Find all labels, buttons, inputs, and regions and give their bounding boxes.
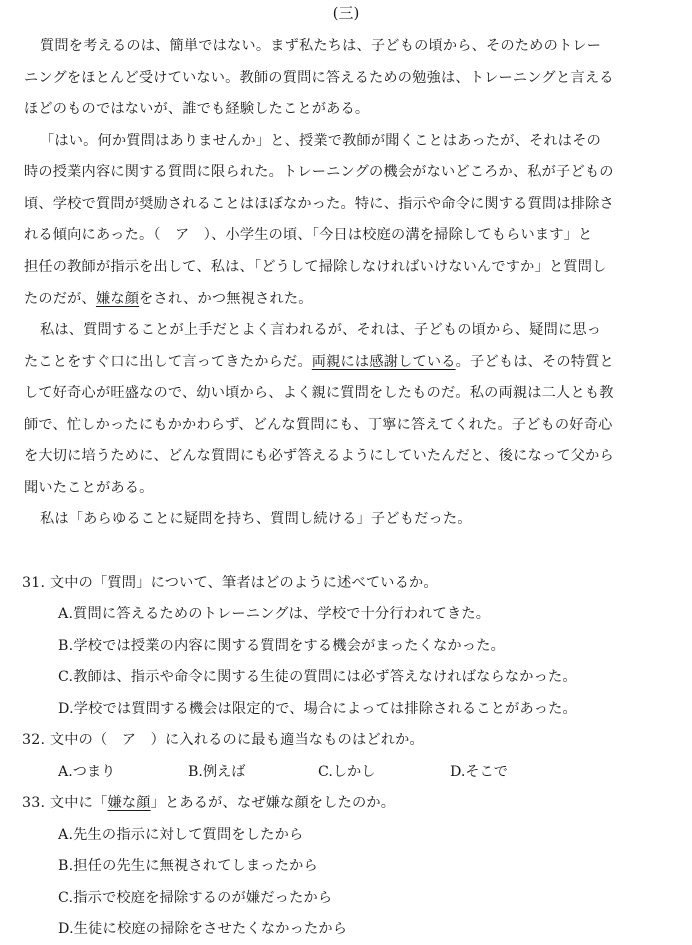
question-32-option-a: A.つまり	[58, 764, 116, 780]
question-33-option-b: B.担任の先生に無視されてしまったから	[58, 858, 318, 874]
passage-line: 聞いたことがある。	[24, 480, 154, 496]
passage-line: 師で、忙しかったにもかかわらず、どんな質問にも、丁寧に答えてくれた。子どもの好奇心	[24, 417, 613, 433]
underlined-phrase-iya-na-kao: 嫌な顔	[95, 291, 140, 307]
passage-line: 私は、質問することが上手だとよく言われるが、それは、子どもの頃から、疑問に思っ	[40, 322, 602, 338]
text-run: 33. 文中に「	[22, 795, 108, 811]
question-32-option-d: D.そこで	[450, 764, 508, 780]
question-33-option-c: C.指示で校庭を掃除するのが嫌だったから	[58, 890, 333, 906]
passage-line: れる傾向にあった。（ ア ）、小学生の頃、「今日は校庭の溝を掃除してもらいます」と	[24, 227, 593, 243]
passage-line: 頃、学校で質問が奨励されることはほぼなかった。特に、指示や命令に関する質問は排除さ	[24, 196, 614, 212]
passage-line: 担任の教師が指示を出して、私は、「どうして掃除しなければいけないんですか」と質問し	[24, 259, 607, 275]
passage-line: 私は「あらゆることに疑問を持ち、質問し続ける」子どもだった。	[40, 511, 472, 527]
passage-line	[24, 289, 313, 309]
question-32-option-c: C.しかし	[318, 764, 376, 780]
section-title: (三)	[332, 4, 360, 22]
passage-line: 時の授業内容に関する質問に限られた。トレーニングの機会がないどころか、私が子どもの	[24, 164, 614, 180]
question-31-option-b: B.学校では授業の内容に関する質問をする機会がまったくなかった。	[58, 638, 505, 654]
passage-line: 質問を考えるのは、簡単ではない。まず私たちは、子どもの頃から、そのためのトレー	[40, 38, 602, 54]
passage-line: ニングをほとんど受けていない。教師の質問に答えるための勉強は、トレーニングと言える	[24, 70, 614, 86]
passage-line: 「はい。何か質問はありませんか」と、授業で教師が聞くことはあったが、それはその	[40, 133, 601, 149]
text-run: たことをすぐ口に出して言ってきたからだ。	[24, 354, 312, 370]
passage-line	[24, 352, 614, 372]
question-33-option-a: A.先生の指示に対して質問をしたから	[58, 827, 304, 843]
question-33-option-d: D.生徒に校庭の掃除をさせたくなかったから	[58, 921, 348, 937]
question-31-option-d: D.学校では質問する機会は限定的で、場合によっては排除されることがあった。	[58, 701, 577, 717]
question-31-option-c: C.教師は、指示や命令に関する生徒の質問には必ず答えなければならなかった。	[58, 669, 577, 685]
question-33-stem	[22, 793, 395, 813]
text-run: たのだが、	[24, 291, 96, 307]
text-run: 。子どもは、その特質と	[455, 354, 614, 370]
question-32-stem: 32. 文中の（ ア ）に入れるのに最も適当なものはどれか。	[22, 732, 424, 748]
passage-line: して好奇心が旺盛なので、幼い頃から、よく親に質問をしたものだ。私の両親は二人とも教	[24, 385, 614, 401]
question-31-stem: 31. 文中の「質問」について、筆者はどのように述べているか。	[22, 575, 438, 591]
question-32-option-b: B.例えば	[188, 764, 246, 780]
text-run: 」とあるが、なぜ嫌な顔をしたのか。	[150, 795, 396, 811]
passage-line: を大切に培うために、どんな質問にも必ず答えるようにしていたんだと、後になって父から	[24, 448, 614, 464]
text-run: をされ、かつ無視された。	[139, 291, 313, 307]
passage-line: ほどのものではないが、誰でも経験したことがある。	[24, 101, 370, 117]
question-31-option-a: A.質問に答えるためのトレーニングは、学校で十分行われてきた。	[58, 606, 491, 622]
underlined-phrase-ryoushin: 両親には感謝している	[311, 354, 456, 370]
underlined-phrase-iya-na-kao: 嫌な顔	[107, 795, 151, 811]
